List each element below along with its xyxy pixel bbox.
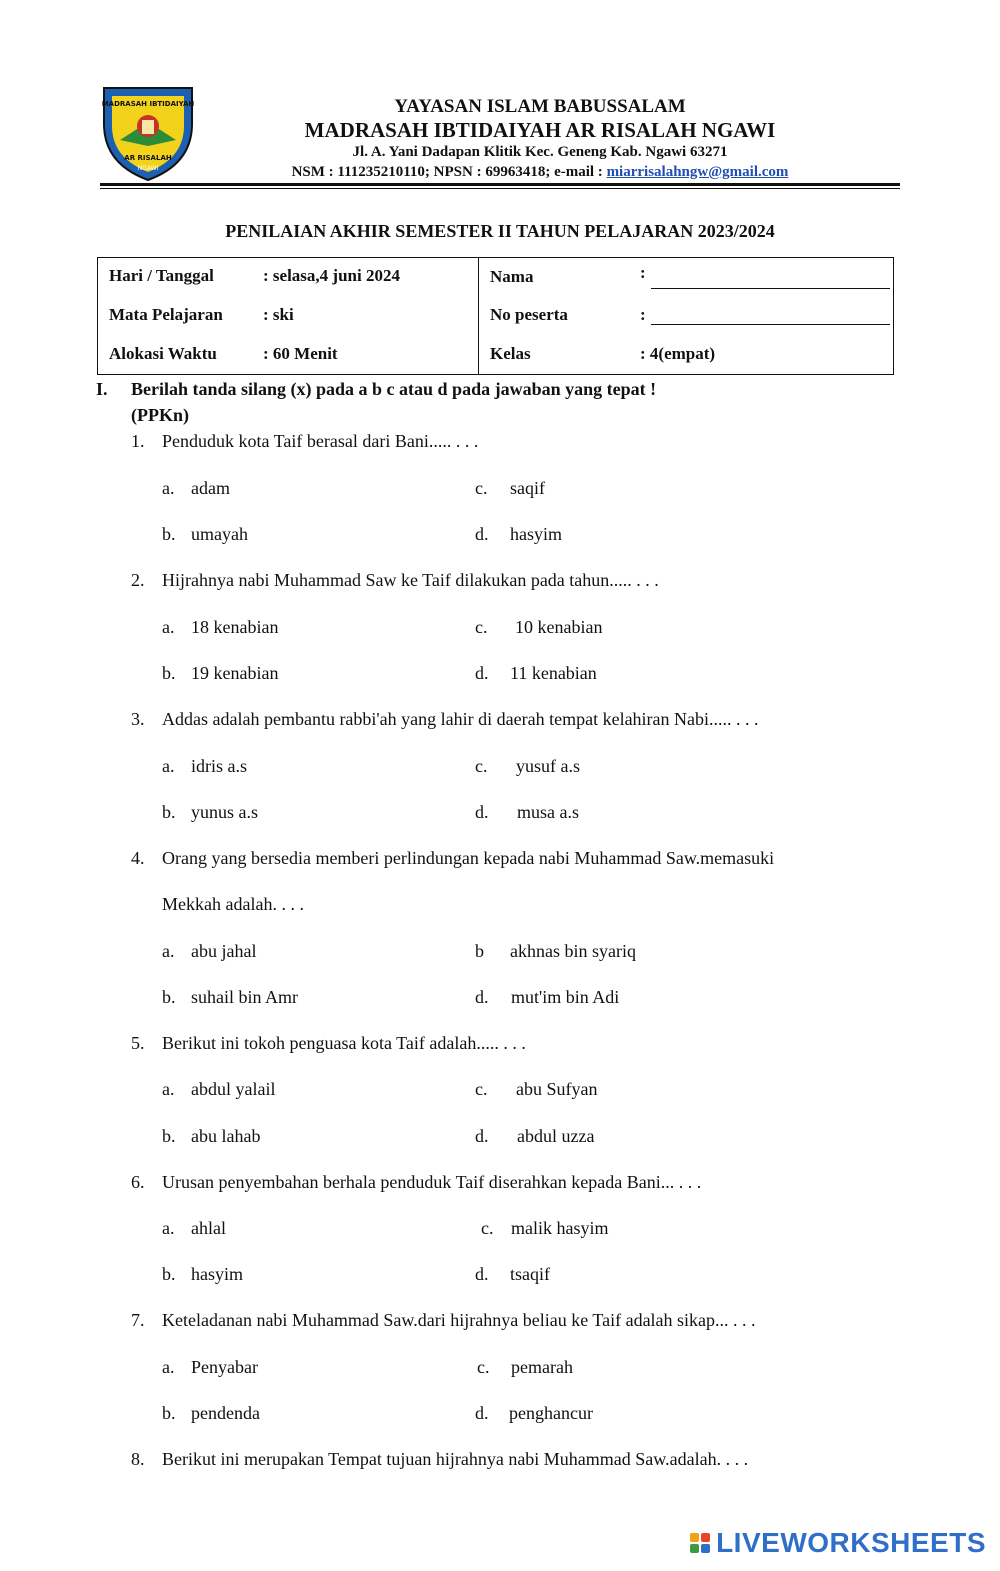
option-letter: c.: [477, 1357, 490, 1377]
option-text[interactable]: saqif: [510, 478, 545, 498]
option-text[interactable]: suhail bin Amr: [191, 987, 298, 1007]
option-letter: c.: [475, 617, 488, 637]
option-letter: a.: [162, 1079, 175, 1099]
class-value: : 4(empat): [640, 344, 716, 363]
section-number: I.: [96, 379, 108, 399]
logo-text-top: MADRASAH IBTIDAIYAH: [101, 100, 195, 108]
option-text[interactable]: hasyim: [510, 524, 562, 544]
option-text[interactable]: hasyim: [191, 1264, 243, 1284]
day-value: : selasa,4 juni 2024: [263, 266, 400, 285]
subject-label: Mata Pelajaran: [109, 305, 223, 324]
option-text[interactable]: adam: [191, 478, 230, 498]
option-text[interactable]: abdul uzza: [517, 1126, 595, 1146]
question-number: 4.: [131, 848, 145, 868]
time-value: : 60 Menit: [263, 344, 338, 363]
option-text[interactable]: tsaqif: [510, 1264, 550, 1284]
option-letter: b.: [162, 1126, 176, 1146]
option-letter: b: [475, 941, 484, 961]
school-address: Jl. A. Yani Dadapan Klitik Kec. Geneng Kab. Ngawi 63271: [352, 144, 728, 160]
question-number: 7.: [131, 1310, 145, 1330]
option-text[interactable]: umayah: [191, 524, 248, 544]
option-letter: a.: [162, 941, 175, 961]
school-ids: [0, 164, 1000, 181]
option-text[interactable]: akhnas bin syariq: [510, 941, 636, 961]
question-number: 8.: [131, 1449, 145, 1469]
option-letter: d.: [475, 663, 489, 683]
question-number: 3.: [131, 709, 145, 729]
option-text[interactable]: 11 kenabian: [510, 663, 597, 683]
logo-text-bottom: NGAWI: [137, 165, 159, 172]
foundation-name: YAYASAN ISLAM BABUSSALAM: [394, 96, 686, 117]
question-text: Orang yang bersedia memberi perlindungan kepada nabi Muhammad Saw.memasuki: [162, 848, 775, 868]
option-letter: b.: [162, 1264, 176, 1284]
option-letter: a.: [162, 756, 175, 776]
school-name: MADRASAH IBTIDAIYAH AR RISALAH NGAWI: [304, 118, 776, 142]
option-letter: a.: [162, 1218, 175, 1238]
option-letter: d.: [475, 524, 489, 544]
liveworksheets-logo-icon: [690, 1533, 710, 1553]
logo-text-mid: AR RISALAH: [124, 154, 172, 162]
watermark-text: LIVEWORKSHEETS: [716, 1527, 986, 1558]
question-number: 1.: [131, 431, 145, 451]
option-letter: a.: [162, 478, 175, 498]
option-letter: d.: [475, 1126, 489, 1146]
option-text[interactable]: malik hasyim: [511, 1218, 609, 1238]
section-instruction: Berilah tanda silang (x) pada a b c atau d pada jawaban yang tepat !: [131, 379, 657, 399]
question-text: Hijrahnya nabi Muhammad Saw ke Taif dilakukan pada tahun..... . . .: [162, 570, 659, 590]
option-text[interactable]: Penyabar: [191, 1357, 258, 1377]
question-text: Penduduk kota Taif berasal dari Bani..... . . .: [162, 431, 479, 451]
question-text: Addas adalah pembantu rabbi'ah yang lahir di daerah tempat kelahiran Nabi..... . . .: [162, 709, 759, 729]
option-letter: d.: [475, 987, 489, 1007]
option-letter: c.: [475, 478, 488, 498]
ids-text: NSM : 111235210110; NPSN : 69963418; e-mail :: [291, 164, 607, 180]
class-label: Kelas: [490, 344, 531, 363]
option-letter: d.: [475, 802, 489, 822]
option-text[interactable]: yusuf a.s: [516, 756, 580, 776]
participant-label: No peserta: [490, 305, 568, 324]
option-text[interactable]: ahlal: [191, 1218, 226, 1238]
option-text[interactable]: abu Sufyan: [516, 1079, 598, 1099]
info-table-divider: [478, 257, 479, 375]
option-text[interactable]: idris a.s: [191, 756, 247, 776]
option-letter: c.: [475, 1079, 488, 1099]
participant-colon: :: [640, 305, 646, 324]
option-letter: a.: [162, 1357, 175, 1377]
question-text: Keteladanan nabi Muhammad Saw.dari hijrahnya beliau ke Taif adalah sikap... . . .: [162, 1310, 756, 1330]
option-letter: b.: [162, 524, 176, 544]
option-text[interactable]: 19 kenabian: [191, 663, 279, 683]
subject-value: : ski: [263, 305, 294, 324]
question-text-continued: Mekkah adalah. . . .: [162, 894, 304, 914]
option-text[interactable]: pendenda: [191, 1403, 260, 1423]
option-letter: d.: [475, 1264, 489, 1284]
option-letter: b.: [162, 663, 176, 683]
option-letter: b.: [162, 1403, 176, 1423]
header-rule-thin: [100, 188, 900, 189]
option-text[interactable]: abu lahab: [191, 1126, 261, 1146]
header-rule-thick: [100, 183, 900, 186]
option-letter: b.: [162, 987, 176, 1007]
option-text[interactable]: yunus a.s: [191, 802, 258, 822]
question-number: 5.: [131, 1033, 145, 1053]
question-number: 2.: [131, 570, 145, 590]
section-subject: (PPKn): [131, 405, 189, 425]
option-letter: b.: [162, 802, 176, 822]
name-colon: :: [640, 263, 646, 282]
option-text[interactable]: mut'im bin Adi: [511, 987, 620, 1007]
option-letter: c.: [481, 1218, 494, 1238]
option-text[interactable]: penghancur: [509, 1403, 593, 1423]
question-text: Urusan penyembahan berhala penduduk Taif diserahkan kepada Bani... . . .: [162, 1172, 702, 1192]
option-text[interactable]: pemarah: [511, 1357, 573, 1377]
option-text[interactable]: musa a.s: [517, 802, 579, 822]
option-text[interactable]: 18 kenabian: [191, 617, 279, 637]
question-text: Berikut ini merupakan Tempat tujuan hijrahnya nabi Muhammad Saw.adalah. . . .: [162, 1449, 749, 1469]
liveworksheets-watermark: [690, 1526, 986, 1560]
option-letter: a.: [162, 617, 175, 637]
question-number: 6.: [131, 1172, 145, 1192]
option-text[interactable]: abdul yalail: [191, 1079, 276, 1099]
email-link[interactable]: miarrisalahngw@gmail.com: [606, 164, 789, 180]
day-label: Hari / Tanggal: [109, 266, 214, 285]
exam-title: PENILAIAN AKHIR SEMESTER II TAHUN PELAJARAN 2023/2024: [225, 221, 775, 241]
question-text: Berikut ini tokoh penguasa kota Taif adalah..... . . .: [162, 1033, 526, 1053]
option-text[interactable]: abu jahal: [191, 941, 257, 961]
participant-blank-line[interactable]: [651, 324, 890, 325]
time-label: Alokasi Waktu: [109, 344, 217, 363]
name-label: Nama: [490, 267, 534, 286]
option-letter: c.: [475, 756, 488, 776]
option-letter: d.: [475, 1403, 489, 1423]
option-text[interactable]: 10 kenabian: [515, 617, 603, 637]
name-blank-line[interactable]: [651, 288, 890, 289]
